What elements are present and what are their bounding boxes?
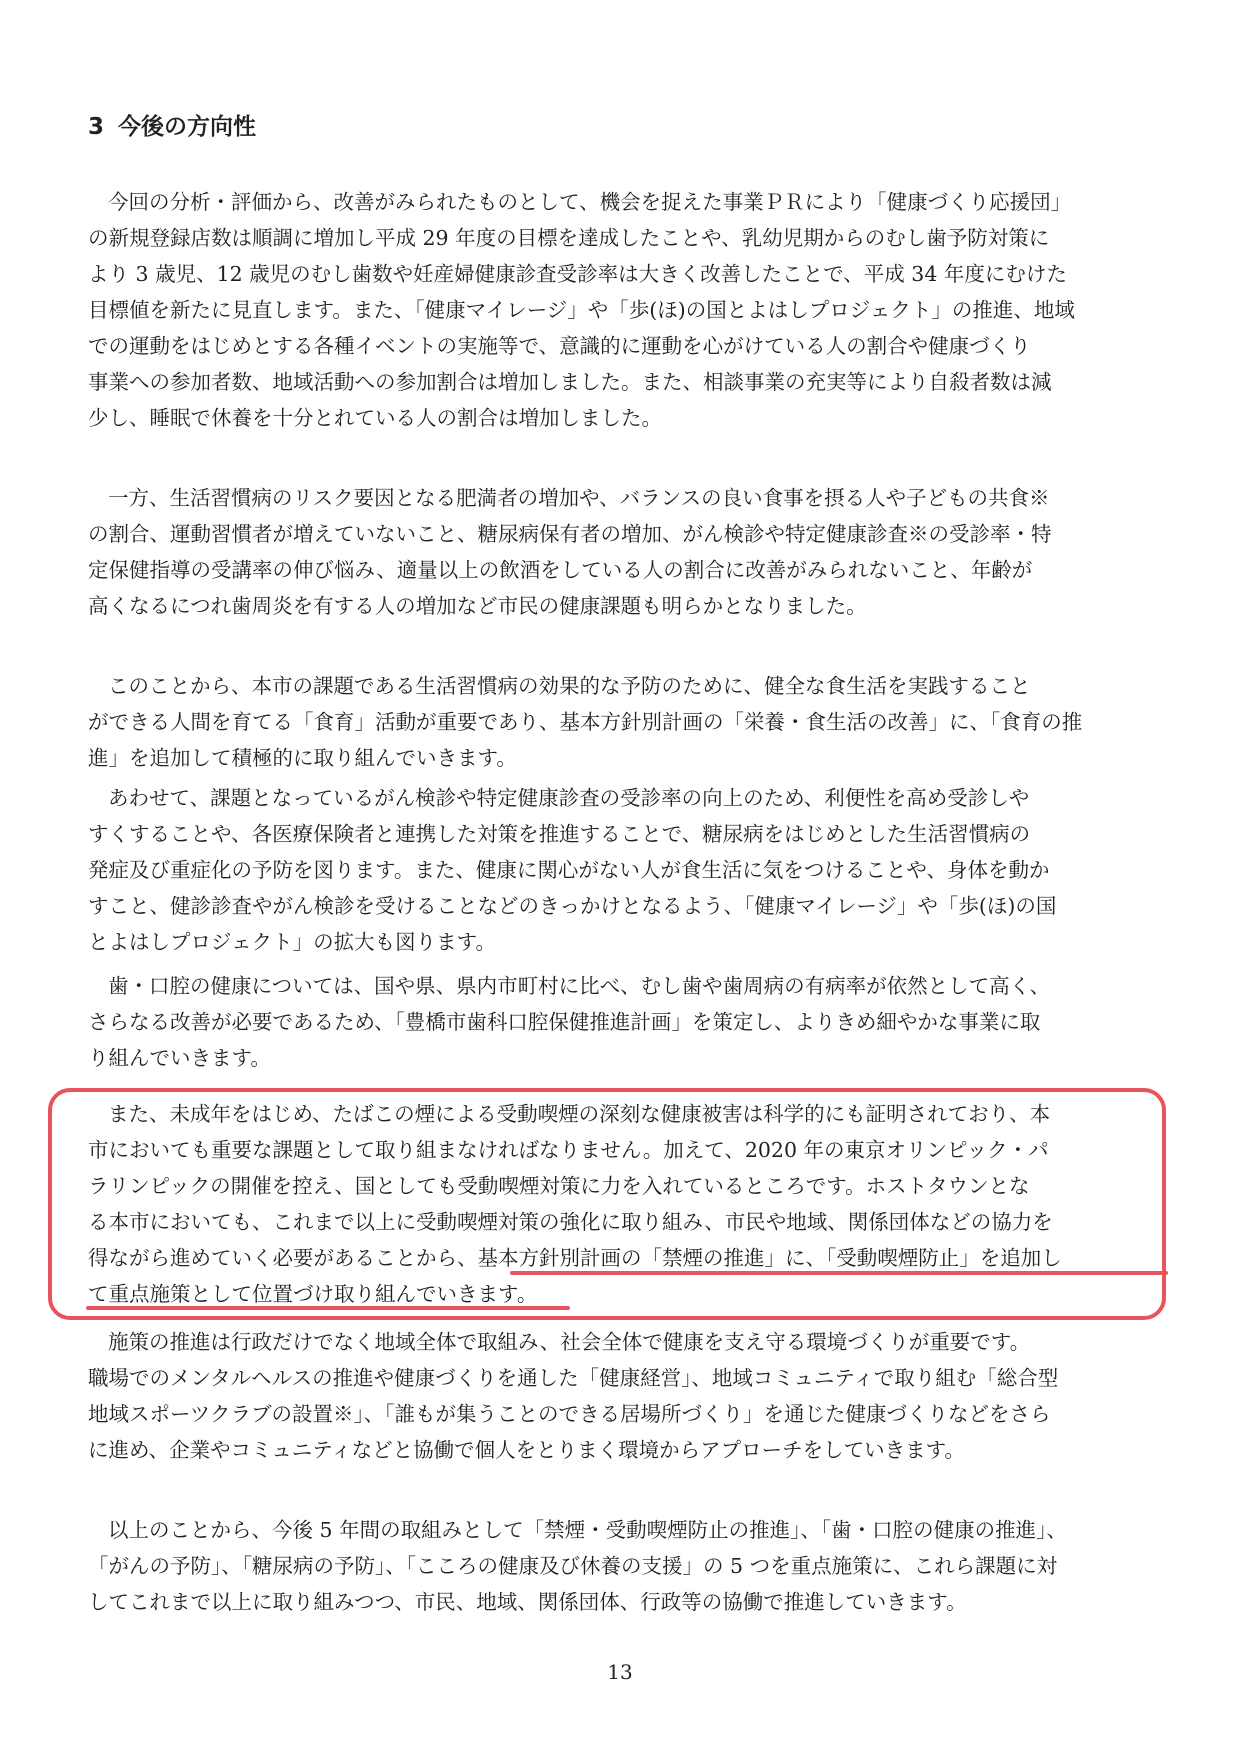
underline-1 [510,1271,1168,1275]
paragraph-1-line-3: より 3 歳児、12 歳児のむし歯数や妊産婦健康診査受診率は大きく改善したことで、平成 34 年度にむけた [88,262,1067,286]
paragraph-6-line-3: ラリンピックの開催を控え、国としても受動喫煙対策に力を入れているところです。ホストタウンとな [88,1174,1030,1198]
paragraph-4-line-1: あわせて、課題となっているがん検診や特定健康診査の受診率の向上のため、利便性を高め受診しや [108,786,1030,810]
paragraph-1-line-1: 今回の分析・評価から、改善がみられたものとして、機会を捉えた事業ＰＲにより「健康づくり応援団」 [108,190,1072,214]
paragraph-7-line-4: に進め、企業やコミュニティなどと協働で個人をとりまく環境からアプローチをしていきます。 [88,1438,965,1462]
paragraph-5-line-1: 歯・口腔の健康については、国や県、県内市町村に比べ、むし歯や歯周病の有病率が依然として高く、 [108,974,1051,998]
paragraph-2-line-2: の割合、運動習慣者が増えていないこと、糖尿病保有者の増加、がん検診や特定健康診査※の受診率・特 [88,522,1052,546]
paragraph-2-line-1: 一方、生活習慣病のリスク要因となる肥満者の増加や、バランスの良い食事を摂る人や子どもの共食※ [108,486,1050,510]
paragraph-6-line-5: 得ながら進めていく必要があることから、基本方針別計画の「禁煙の推進」に、「受動喫煙防止」を追加し [88,1246,1062,1270]
paragraph-6-line-2: 市においても重要な課題として取り組まなければなりません。加えて、2020 年の東京オリンピック・パ [88,1138,1049,1162]
paragraph-8-line-1: 以上のことから、今後 5 年間の取組みとして「禁煙・受動喫煙防止の推進」、「歯・口腔の健康の推進」、 [108,1518,1067,1542]
underline-2 [86,1306,570,1310]
paragraph-4-line-2: すくすることや、各医療保険者と連携した対策を推進することで、糖尿病をはじめとした生活習慣病の [88,822,1031,846]
paragraph-1-line-6: 事業への参加者数、地域活動への参加割合は増加しました。また、相談事業の充実等により自殺者数は減 [88,370,1052,394]
paragraph-1-line-5: での運動をはじめとする各種イベントの実施等で、意識的に運動を心がけている人の割合や健康づくり [88,334,1031,358]
page-number: 13 [607,1660,633,1684]
paragraph-6-line-1: また、未成年をはじめ、たばこの煙による受動喫煙の深刻な健康被害は科学的にも証明されており、本 [108,1102,1051,1126]
paragraph-1-line-7: 少し、睡眠で休養を十分とれている人の割合は増加しました。 [88,406,662,430]
paragraph-1-line-2: の新規登録店数は順調に増加し平成 29 年度の目標を達成したことや、乳幼児期からのむし歯予防対策に [88,226,1050,250]
paragraph-7-line-2: 職場でのメンタルヘルスの推進や健康づくりを通した「健康経営」、地域コミュニティで取り組む「総合型 [88,1366,1059,1390]
paragraph-8-line-3: してこれまで以上に取り組みつつ、市民、地域、関係団体、行政等の協働で推進していきます。 [88,1590,967,1614]
paragraph-1-line-4: 目標値を新たに見直します。また、「健康マイレージ」や「歩(ほ)の国とよはしプロジェクト」の推進、地域 [88,298,1075,322]
paragraph-3-line-1: このことから、本市の課題である生活習慣病の効果的な予防のために、健全な食生活を実践すること [108,674,1031,698]
paragraph-2-line-3: 定保健指導の受講率の伸び悩み、適量以上の飲酒をしている人の割合に改善がみられないこと、年齢が [88,558,1033,582]
paragraph-8-line-2: 「がんの予防」、「糖尿病の予防」、「こころの健康及び休養の支援」の 5 つを重点施策に、これら課題に対 [88,1554,1058,1578]
paragraph-5-line-3: り組んでいきます。 [88,1046,271,1070]
paragraph-6-line-6: て重点施策として位置づけ取り組んでいきます。 [88,1282,538,1306]
paragraph-4-line-3: 発症及び重症化の予防を図ります。また、健康に関心がない人が食生活に気をつけることや、身体を動か [88,858,1050,882]
paragraph-7-line-1: 施策の推進は行政だけでなく地域全体で取組み、社会全体で健康を支え守る環境づくりが重要です。 [108,1330,1031,1354]
paragraph-4-line-5: とよはしプロジェクト」の拡大も図ります。 [88,930,496,954]
paragraph-3-line-2: ができる人間を育てる「食育」活動が重要であり、基本方針別計画の「栄養・食生活の改善」に、「食育の推 [88,710,1083,734]
paragraph-6-line-4: る本市においても、これまで以上に受動喫煙対策の強化に取り組み、市民や地域、関係団体などの協力を [88,1210,1053,1234]
paragraph-5-line-2: さらなる改善が必要であるため、「豊橋市歯科口腔保健推進計画」を策定し、よりきめ細やかな事業に取 [88,1010,1041,1034]
paragraph-7-line-3: 地域スポーツクラブの設置※」、「誰もが集うことのできる居場所づくり」を通じた健康づくりなどをさら [88,1402,1051,1426]
paragraph-2-line-4: 高くなるにつれ歯周炎を有する人の増加など市民の健康課題も明らかとなりました。 [88,594,867,618]
section-number: 3 [88,114,105,140]
section-heading [88,108,256,141]
paragraph-4-line-4: すこと、健診診査やがん検診を受けることなどのきっかけとなるよう、「健康マイレージ」や「歩(ほ)の国 [88,894,1057,918]
section-title: 今後の方向性 [118,114,257,140]
paragraph-3-line-3: 進」を追加して積極的に取り組んでいきます。 [88,746,517,770]
